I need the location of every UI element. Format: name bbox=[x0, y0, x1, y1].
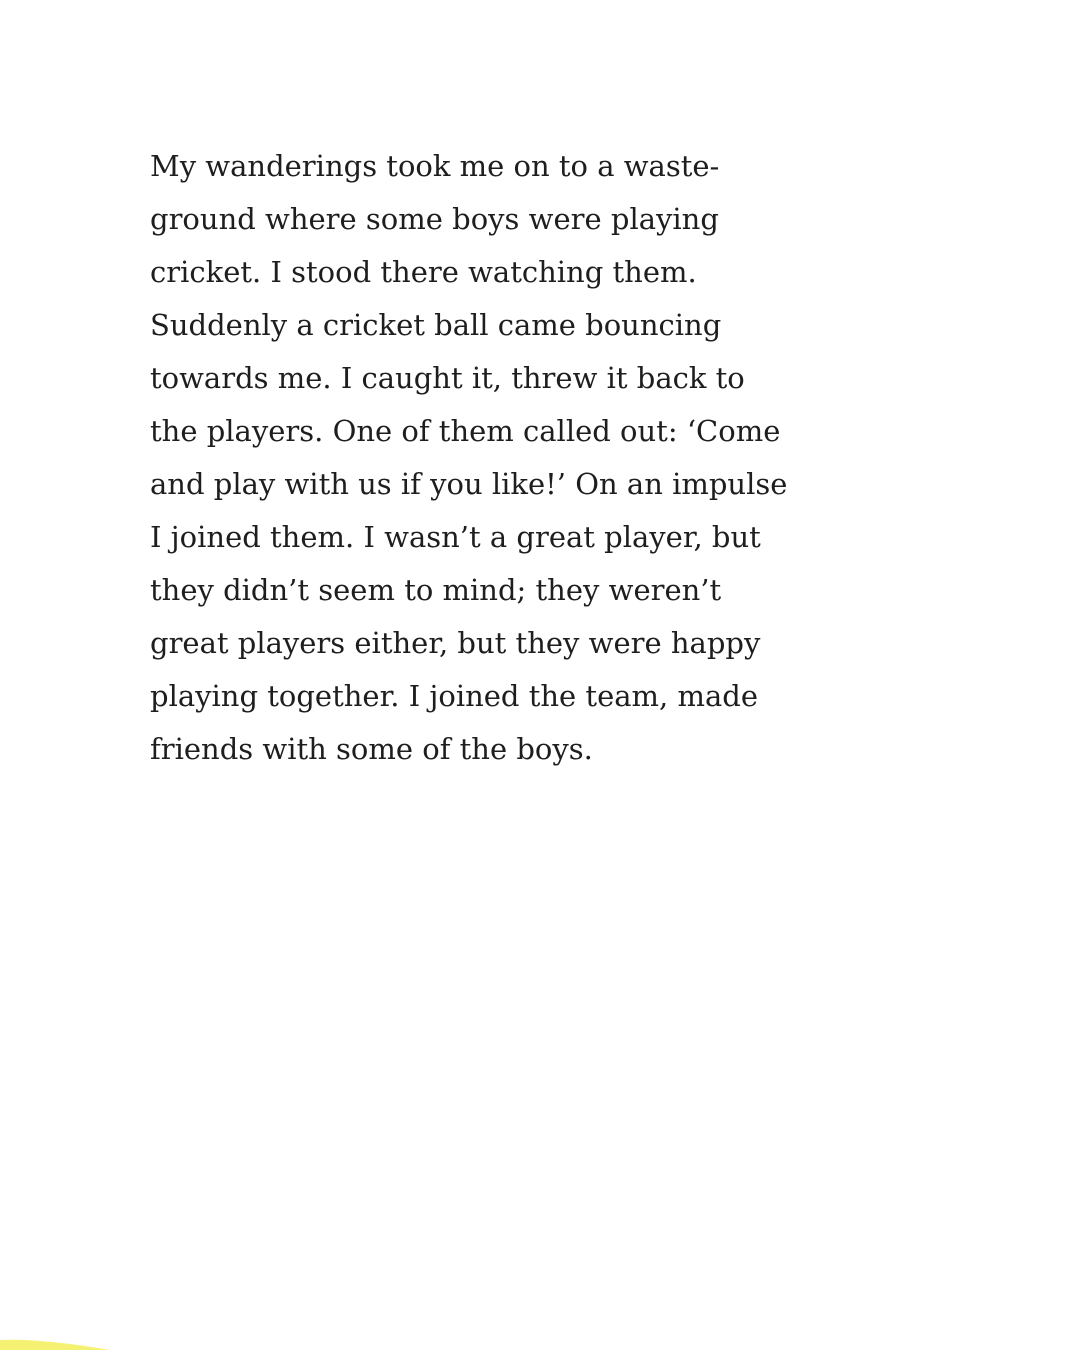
passage-line: cricket. I stood there watching them. bbox=[150, 255, 697, 289]
passage-line: they didn’t seem to mind; they weren’t bbox=[150, 573, 722, 607]
passage-line: towards me. I caught it, threw it back to bbox=[150, 361, 745, 395]
passage-line: playing together. I joined the team, made bbox=[150, 679, 758, 713]
passage-line: and play with us if you like!’ On an impulse bbox=[150, 467, 788, 501]
passage-line: Suddenly a cricket ball came bouncing bbox=[150, 308, 722, 342]
passage-line: My wanderings took me on to a waste- bbox=[150, 149, 720, 183]
passage-text bbox=[150, 140, 950, 776]
passage-line: friends with some of the boys. bbox=[150, 732, 593, 766]
passage-line: I joined them. I wasn’t a great player, but bbox=[150, 520, 761, 554]
passage-line: the players. One of them called out: ‘Come bbox=[150, 414, 781, 448]
yellow-corner-accent bbox=[0, 1336, 110, 1350]
passage-line: ground where some boys were playing bbox=[150, 202, 719, 236]
passage-line: great players either, but they were happy bbox=[150, 626, 761, 660]
